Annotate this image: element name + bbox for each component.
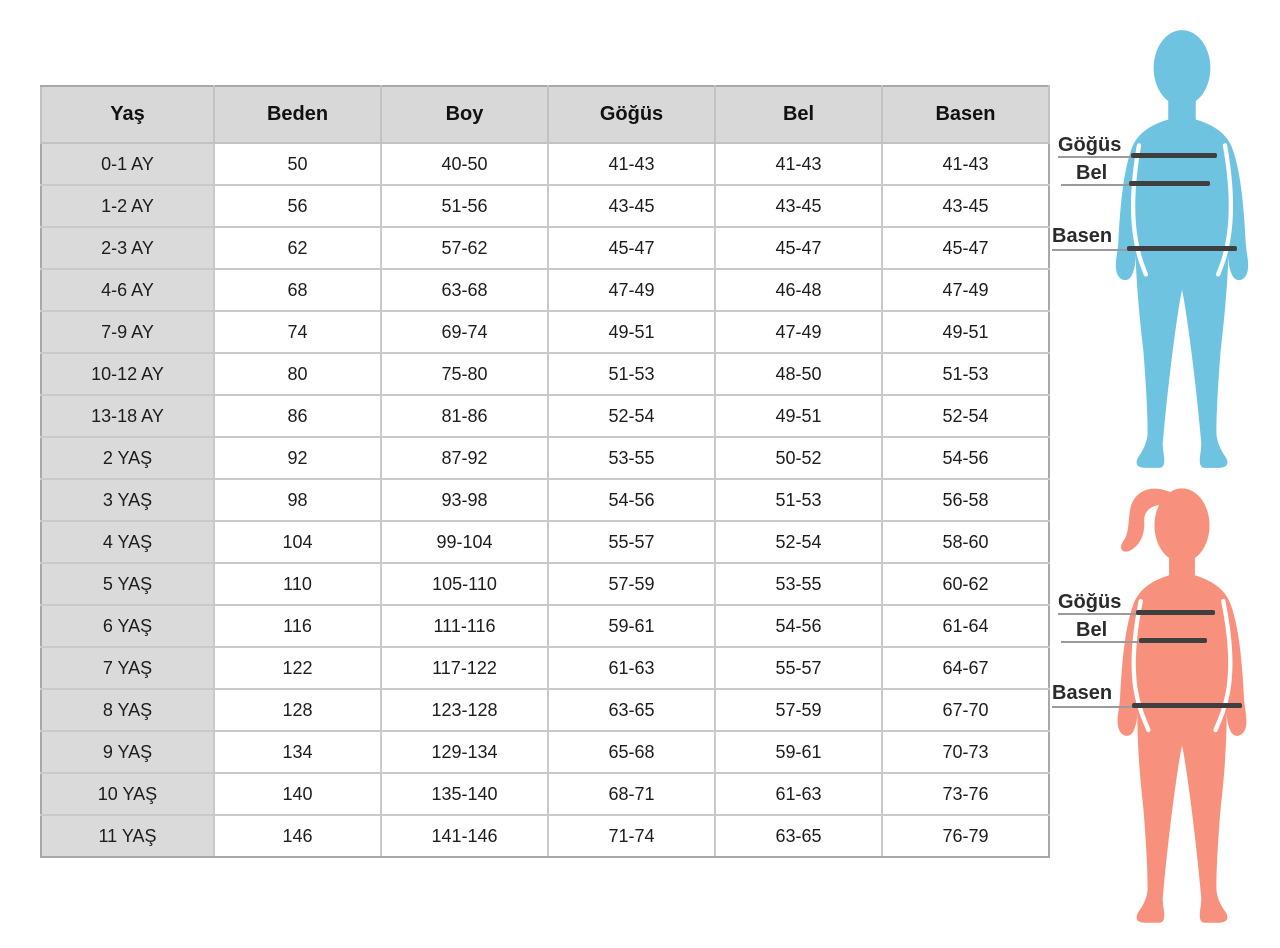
girl-chest-label: Göğüs [1058,591,1122,613]
value-cell: 68 [214,269,381,311]
value-cell: 75-80 [381,353,548,395]
column-header: Basen [882,86,1049,143]
row-header-cell: 7 YAŞ [41,647,214,689]
row-header-cell: 0-1 AY [41,143,214,185]
value-cell: 140 [214,773,381,815]
table-row [41,731,1049,773]
girl-waist-bar [1139,638,1207,643]
value-cell: 104 [214,521,381,563]
value-cell: 81-86 [381,395,548,437]
girl-chest-bar [1136,610,1215,615]
size-table-header [41,86,1049,143]
value-cell: 129-134 [381,731,548,773]
value-cell: 49-51 [882,311,1049,353]
value-cell: 105-110 [381,563,548,605]
value-cell: 50-52 [715,437,882,479]
value-cell: 117-122 [381,647,548,689]
value-cell: 61-63 [715,773,882,815]
value-cell: 52-54 [882,395,1049,437]
value-cell: 76-79 [882,815,1049,857]
value-cell: 51-56 [381,185,548,227]
row-header-cell: 13-18 AY [41,395,214,437]
value-cell: 61-63 [548,647,715,689]
girl-hip-bar [1132,703,1242,708]
value-cell: 146 [214,815,381,857]
boy-hip-bar [1127,246,1237,251]
value-cell: 43-45 [882,185,1049,227]
value-cell: 51-53 [882,353,1049,395]
column-header: Yaş [41,86,214,143]
row-header-cell: 8 YAŞ [41,689,214,731]
row-header-cell: 4 YAŞ [41,521,214,563]
value-cell: 49-51 [548,311,715,353]
boy-head [1154,30,1211,106]
value-cell: 43-45 [715,185,882,227]
table-row [41,563,1049,605]
value-cell: 54-56 [548,479,715,521]
table-row [41,269,1049,311]
value-cell: 116 [214,605,381,647]
value-cell: 135-140 [381,773,548,815]
girl-head [1154,488,1209,562]
column-header: Boy [381,86,548,143]
value-cell: 59-61 [548,605,715,647]
value-cell: 56 [214,185,381,227]
value-cell: 99-104 [381,521,548,563]
value-cell: 47-49 [548,269,715,311]
value-cell: 70-73 [882,731,1049,773]
value-cell: 57-59 [548,563,715,605]
size-table-container [40,85,1050,858]
value-cell: 134 [214,731,381,773]
value-cell: 45-47 [548,227,715,269]
column-header: Beden [214,86,381,143]
value-cell: 92 [214,437,381,479]
table-row [41,479,1049,521]
table-row [41,437,1049,479]
table-row [41,227,1049,269]
value-cell: 64-67 [882,647,1049,689]
value-cell: 53-55 [548,437,715,479]
value-cell: 51-53 [548,353,715,395]
row-header-cell: 11 YAŞ [41,815,214,857]
row-header-cell: 1-2 AY [41,185,214,227]
value-cell: 86 [214,395,381,437]
size-table-body [41,143,1049,857]
table-row [41,353,1049,395]
value-cell: 45-47 [715,227,882,269]
table-row [41,815,1049,857]
value-cell: 68-71 [548,773,715,815]
value-cell: 49-51 [715,395,882,437]
table-row [41,605,1049,647]
row-header-cell: 4-6 AY [41,269,214,311]
column-header: Bel [715,86,882,143]
value-cell: 43-45 [548,185,715,227]
value-cell: 52-54 [715,521,882,563]
size-table [40,85,1050,858]
row-header-cell: 6 YAŞ [41,605,214,647]
table-row [41,395,1049,437]
value-cell: 98 [214,479,381,521]
value-cell: 80 [214,353,381,395]
value-cell: 54-56 [715,605,882,647]
boy-chest-label: Göğüs [1058,134,1122,156]
value-cell: 45-47 [882,227,1049,269]
value-cell: 46-48 [715,269,882,311]
value-cell: 54-56 [882,437,1049,479]
value-cell: 69-74 [381,311,548,353]
table-row [41,689,1049,731]
boy-waist-bar [1129,181,1210,186]
row-header-cell: 10 YAŞ [41,773,214,815]
value-cell: 51-53 [715,479,882,521]
value-cell: 111-116 [381,605,548,647]
value-cell: 93-98 [381,479,548,521]
value-cell: 60-62 [882,563,1049,605]
value-cell: 110 [214,563,381,605]
table-row [41,521,1049,563]
value-cell: 47-49 [882,269,1049,311]
value-cell: 62 [214,227,381,269]
value-cell: 71-74 [548,815,715,857]
value-cell: 47-49 [715,311,882,353]
row-header-cell: 5 YAŞ [41,563,214,605]
value-cell: 123-128 [381,689,548,731]
boy-silhouette [1096,26,1268,478]
table-row [41,143,1049,185]
header-row [41,86,1049,143]
value-cell: 40-50 [381,143,548,185]
girl-waist-label: Bel [1076,619,1108,641]
value-cell: 122 [214,647,381,689]
value-cell: 41-43 [715,143,882,185]
value-cell: 55-57 [548,521,715,563]
value-cell: 41-43 [882,143,1049,185]
value-cell: 50 [214,143,381,185]
column-header: Göğüs [548,86,715,143]
value-cell: 58-60 [882,521,1049,563]
table-row [41,647,1049,689]
table-row [41,773,1049,815]
value-cell: 53-55 [715,563,882,605]
value-cell: 57-59 [715,689,882,731]
value-cell: 41-43 [548,143,715,185]
boy-chest-bar [1131,153,1217,158]
value-cell: 63-68 [381,269,548,311]
value-cell: 57-62 [381,227,548,269]
value-cell: 141-146 [381,815,548,857]
row-header-cell: 10-12 AY [41,353,214,395]
boy-hip-label: Basen [1052,225,1113,247]
girl-hip-label: Basen [1052,682,1113,704]
value-cell: 74 [214,311,381,353]
table-row [41,311,1049,353]
row-header-cell: 9 YAŞ [41,731,214,773]
value-cell: 128 [214,689,381,731]
value-cell: 87-92 [381,437,548,479]
value-cell: 65-68 [548,731,715,773]
value-cell: 63-65 [715,815,882,857]
value-cell: 73-76 [882,773,1049,815]
value-cell: 59-61 [715,731,882,773]
value-cell: 56-58 [882,479,1049,521]
value-cell: 55-57 [715,647,882,689]
value-cell: 52-54 [548,395,715,437]
row-header-cell: 2-3 AY [41,227,214,269]
value-cell: 67-70 [882,689,1049,731]
row-header-cell: 7-9 AY [41,311,214,353]
table-row [41,185,1049,227]
boy-waist-label: Bel [1076,162,1108,184]
row-header-cell: 2 YAŞ [41,437,214,479]
value-cell: 61-64 [882,605,1049,647]
value-cell: 63-65 [548,689,715,731]
value-cell: 48-50 [715,353,882,395]
row-header-cell: 3 YAŞ [41,479,214,521]
